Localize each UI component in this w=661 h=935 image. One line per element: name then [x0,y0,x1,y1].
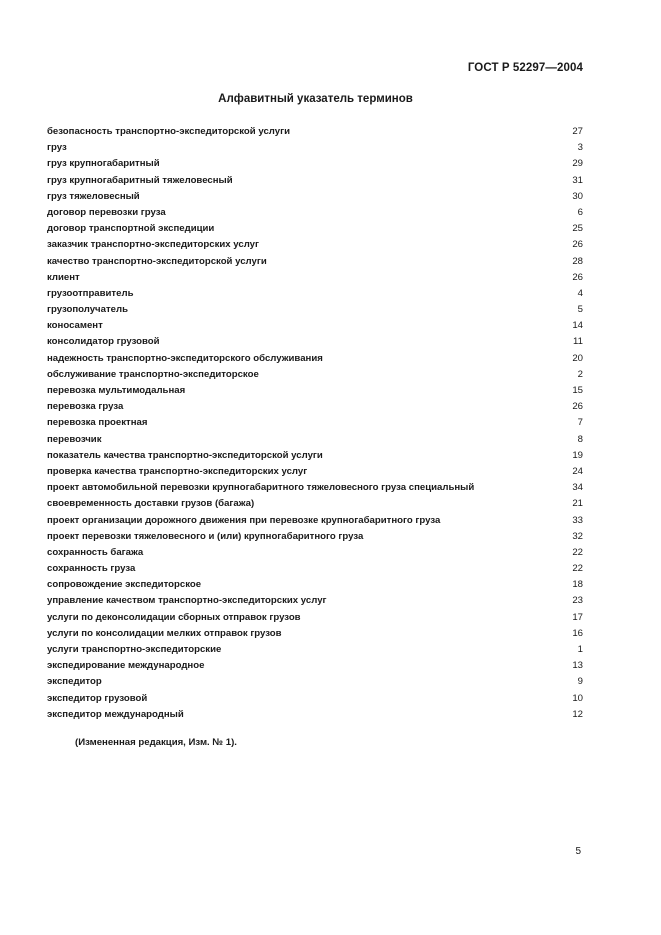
index-term: консолидатор грузовой [47,336,160,348]
index-term: груз [47,142,67,154]
index-term: сопровождение экспедиторское [47,579,202,591]
index-entry [47,399,583,415]
index-entry [47,691,583,707]
index-term-number: 4 [577,287,583,299]
index-entry [47,529,583,545]
index-entry [47,496,583,512]
index-term-number: 23 [572,595,583,607]
page-title: Алфавитный указатель терминов [218,93,413,105]
index-term-number: 5 [577,304,583,316]
index-term-number: 29 [572,158,583,170]
index-term: безопасность транспортно-экспедиторской услуги [47,126,290,137]
index-term: груз крупногабаритный [47,158,160,170]
index-entry [47,448,583,464]
index-term-number: 24 [572,465,583,477]
index-term-number: 31 [572,174,583,186]
index-term-number: 20 [572,352,583,364]
index-term: надежность транспортно-экспедиторского обслуживания [47,352,323,364]
index-term: договор транспортной экспедиции [47,223,215,235]
index-term-number: 9 [577,676,583,688]
index-entry [47,286,583,302]
index-entry [47,205,583,221]
index-entry [47,464,583,480]
index-term: коносамент [47,320,103,332]
index-term-number: 3 [577,142,583,154]
index-term: управление качеством транспортно-экспедиторских услуг [47,595,327,607]
index-term: перевозчик [47,433,102,445]
index-entry [47,173,583,189]
index-term-number: 22 [572,563,583,575]
index-term: грузополучатель [47,304,128,316]
index-term: сохранность багажа [47,546,144,558]
index-term-number: 27 [572,126,583,137]
index-term: заказчик транспортно-экспедиторских услуг [47,239,260,251]
index-term-number: 10 [572,692,583,704]
index-term: экспедитор международный [47,708,184,720]
index-entry [47,642,583,658]
index-entry [47,480,583,496]
page-number: 5 [575,846,581,857]
index-entry [47,432,583,448]
index-term-number: 18 [572,579,583,591]
index-entry [47,610,583,626]
index-entry [47,221,583,237]
index-entry [47,351,583,367]
index-term-number: 22 [572,546,583,558]
index-term: договор перевозки груза [47,206,166,218]
index-entry [47,367,583,383]
index-term: экспедирование международное [47,660,205,672]
index-term: груз тяжеловесный [47,190,140,202]
index-entry [47,254,583,270]
index-term: своевременность доставки грузов (багажа) [47,498,255,510]
index-entry [47,270,583,286]
index-term: перевозка груза [47,401,124,413]
index-term-number: 16 [572,627,583,639]
index-term: услуги по деконсолидации сборных отправок грузов [47,611,301,623]
index-entry [47,513,583,529]
index-term: перевозка проектная [47,417,148,429]
index-entry [47,334,583,350]
index-term-number: 17 [572,611,583,623]
index-entry [47,156,583,172]
index-entry [47,593,583,609]
index-term-number: 12 [572,708,583,720]
amendment-note: (Измененная редакция, Изм. № 1). [75,737,237,748]
index-term: грузоотправитель [47,287,134,299]
index-term-number: 19 [572,449,583,461]
index-entry [47,383,583,399]
index-term-number: 34 [572,482,583,494]
index-term-number: 30 [572,190,583,202]
index-term-number: 11 [573,336,583,348]
index-term-number: 14 [572,320,583,332]
index-term-number: 1 [577,644,583,655]
index-entry [47,674,583,690]
index-term-number: 25 [572,223,583,235]
index-term: услуги транспортно-экспедиторские [47,644,222,655]
index-entry [47,140,583,156]
index-entry [47,237,583,253]
index-entry [47,124,583,140]
index-term-number: 28 [572,255,583,267]
index-term: клиент [47,271,80,283]
index-term: услуги по консолидации мелких отправок грузов [47,627,282,639]
index-term: показатель качества транспортно-экспедиторской услуги [47,449,323,461]
index-term-number: 21 [572,498,583,510]
index-entry [47,415,583,431]
index-entry [47,707,583,723]
index-term-number: 8 [577,433,583,445]
index-entry [47,189,583,205]
index-term-number: 26 [572,271,583,283]
index-entry [47,577,583,593]
index-term: груз крупногабаритный тяжеловесный [47,174,233,186]
index-entry [47,302,583,318]
index-term: качество транспортно-экспедиторской услуги [47,255,267,267]
index-term-number: 15 [572,385,583,396]
terms-index-list [47,124,583,723]
index-term-number: 7 [577,417,583,429]
index-term: проверка качества транспортно-экспедиторских услуг [47,465,308,477]
index-entry [47,626,583,642]
index-entry [47,545,583,561]
index-term: проект перевозки тяжеловесного и (или) крупногабаритного груза [47,530,364,542]
index-term: экспедитор [47,676,102,688]
index-term: экспедитор грузовой [47,692,148,704]
index-term-number: 13 [572,660,583,672]
index-term: проект автомобильной перевозки крупногабаритного тяжеловесного груза специальный [47,482,475,494]
index-entry [47,561,583,577]
index-entry [47,318,583,334]
index-term: перевозка мультимодальная [47,385,186,396]
index-term-number: 26 [572,401,583,413]
index-entry [47,658,583,674]
index-term: проект организации дорожного движения при перевозке крупногабаритного груза [47,514,441,526]
index-term-number: 32 [572,530,583,542]
index-term-number: 2 [577,368,583,380]
index-term-number: 6 [577,206,583,218]
standard-code: ГОСТ Р 52297—2004 [467,62,583,74]
index-term-number: 33 [572,514,583,526]
index-term: обслуживание транспортно-экспедиторское [47,368,259,380]
index-term-number: 26 [572,239,583,251]
index-term: сохранность груза [47,563,136,575]
